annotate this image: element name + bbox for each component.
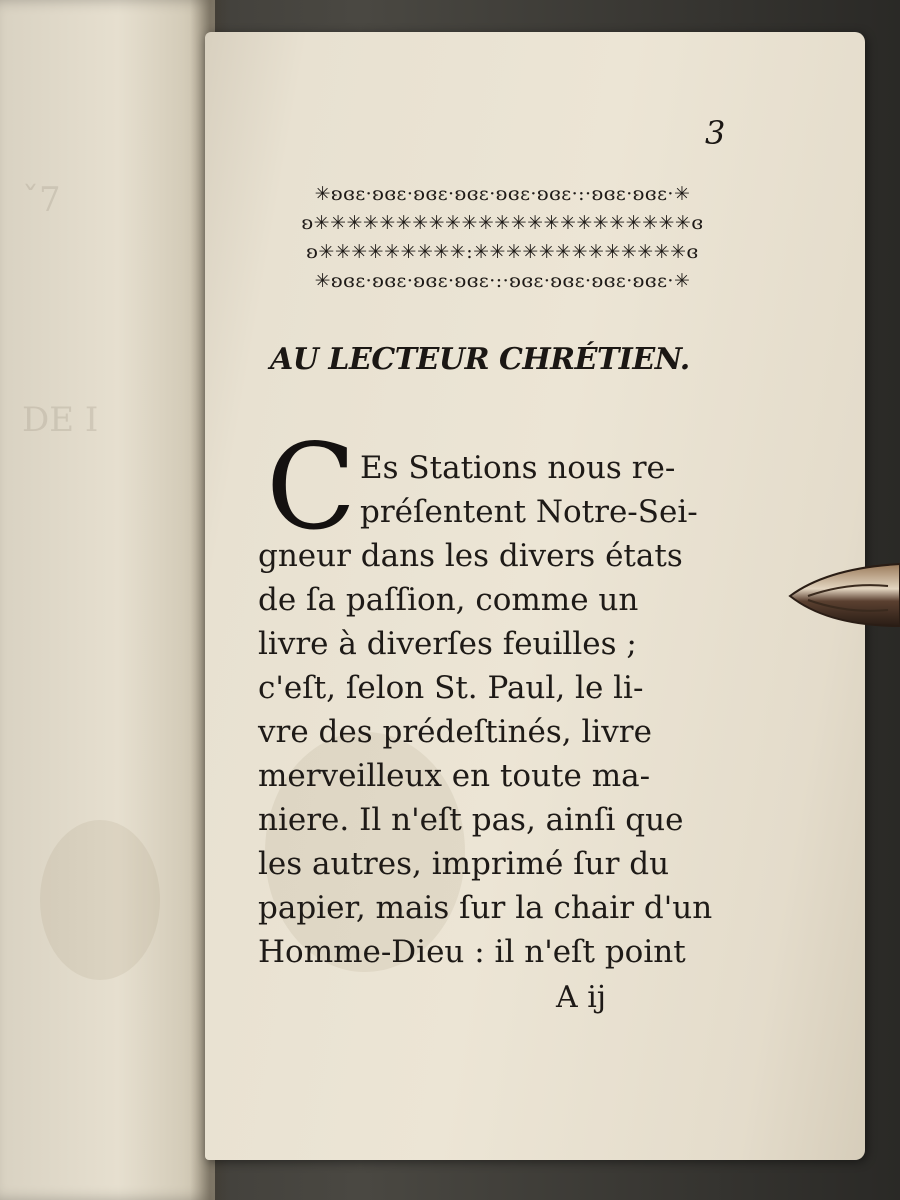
drop-cap-initial: C	[266, 418, 357, 556]
paper-stain	[40, 820, 160, 980]
page-clip-marker	[788, 560, 900, 630]
left-page	[0, 0, 215, 1200]
ornament-row: ✳ʚɞɛ·ʚɞɛ·ʚɞɛ·ʚɞɛ·:·ʚɞɛ·ʚɞɛ·ʚɞɛ·ʚɞɛ·✳	[314, 270, 691, 292]
text-line: c'eſt, ſelon St. Paul, le li-	[258, 670, 644, 706]
text-line: livre à diverſes feuilles ;	[258, 626, 637, 662]
text-line: Es Stations nous re-	[360, 450, 676, 486]
page-number: 3	[705, 114, 726, 152]
text-line: gneur dans les divers états	[258, 538, 683, 574]
text-line: niere. Il n'eſt pas, ainſi que	[258, 802, 684, 838]
printers-ornament-band	[280, 180, 725, 298]
ornament-row: ✳ʚɞɛ·ʚɞɛ·ʚɞɛ·ʚɞɛ·ʚɞɛ·ʚɞɛ·:·ʚɞɛ·ʚɞɛ·✳	[314, 183, 691, 205]
text-line: Homme-Dieu : il n'eſt point	[258, 934, 686, 970]
text-line: les autres, imprimé ſur du	[258, 846, 670, 882]
text-line: préſentent Notre-Sei-	[360, 494, 698, 530]
bleed-through-mark: ˇ7	[22, 180, 61, 220]
text-line: papier, mais ſur la chair d'un	[258, 890, 713, 926]
signature-mark: A ij	[556, 980, 607, 1015]
ornament-row: ʚ✳✳✳✳✳✳✳✳✳:✳✳✳✳✳✳✳✳✳✳✳✳✳ɞ	[306, 241, 699, 263]
bleed-through-mark: DE I	[22, 400, 99, 440]
text-line: de ſa paſſion, comme un	[258, 582, 639, 618]
text-line: merveilleux en toute ma-	[258, 758, 651, 794]
section-heading: AU LECTEUR CHRÉTIEN.	[270, 342, 690, 377]
text-line: vre des prédeſtinés, livre	[258, 714, 652, 750]
ornament-row: ʚ✳✳✳✳✳✳✳✳✳✳✳✳✳✳✳✳✳✳✳✳✳✳✳ɞ	[301, 212, 704, 234]
